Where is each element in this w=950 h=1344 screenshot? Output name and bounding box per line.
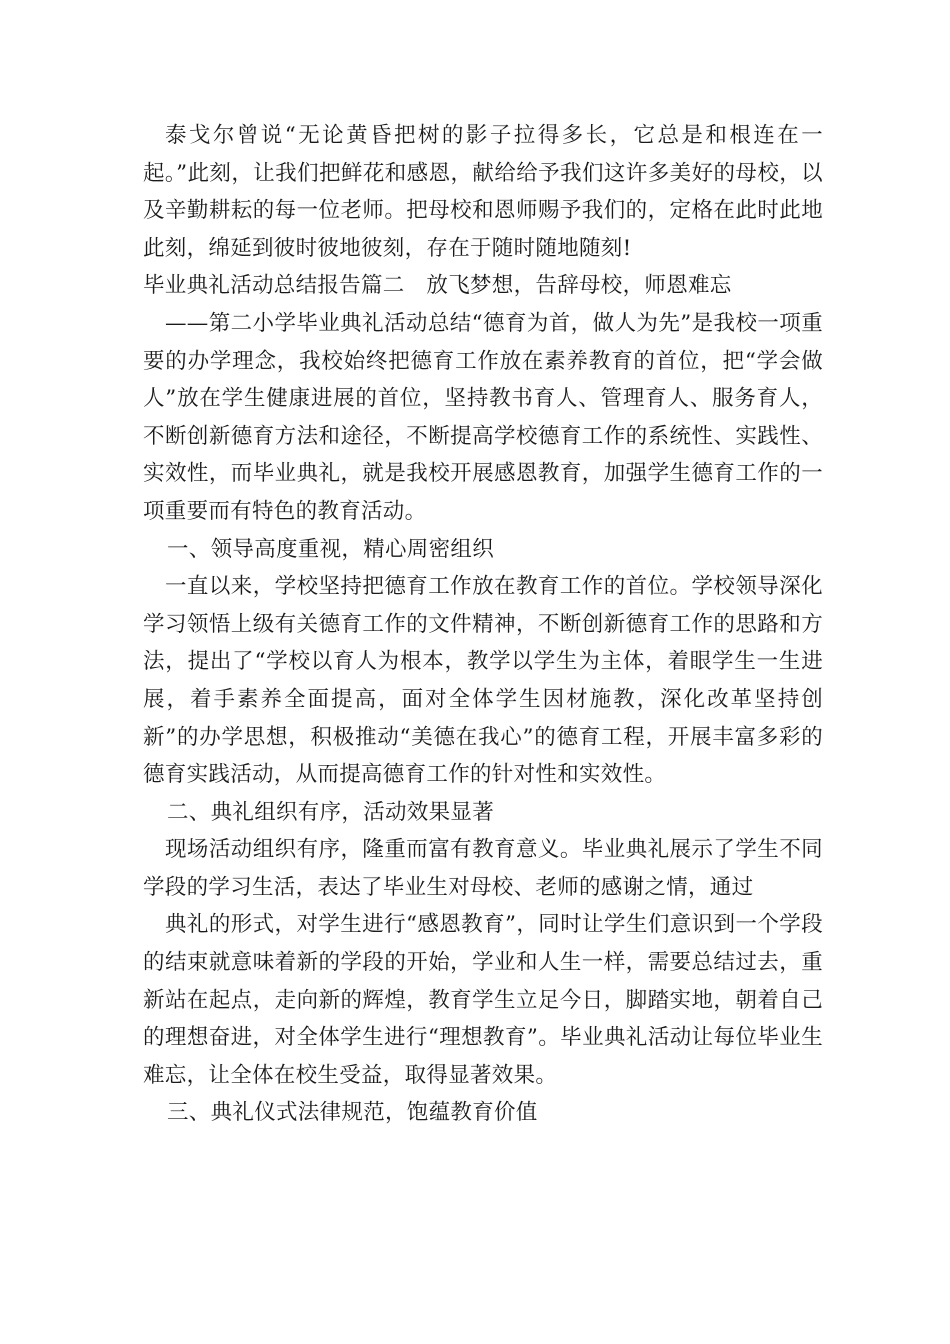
section-heading-2: 二、典礼组织有序，活动效果显著: [167, 799, 495, 825]
paragraph-tagore-quote: 泰戈尔曾说“无论黄昏把树的影子拉得多长，它总是和根连在一起。”此刻，让我们把鲜花和感恩，献给给予我们这许多美好的母校，以及辛勤耕耘的每一位老师。把母校和恩师赐予我们的，定格在此时此地此刻，绵延到彼时彼地彼刻，存在于随时随地随刻!: [143, 123, 823, 261]
section-heading-3: 三、典礼仪式法律规范，饱蕴教育价值: [167, 1100, 538, 1126]
paragraph-section-1: 一直以来，学校坚持把德育工作放在教育工作的首位。学校领导深化学习领悟上级有关德育工作的文件精神，不断创新德育工作的思路和方法，提出了“学校以育人为根本，教学以学生为主体，着眼学生一生进展，着手素养全面提高，面对全体学生因材施教，深化改革坚持创新”的办学思想，积极推动“美德在我心”的德育工程，开展丰富多彩的德育实践活动，从而提高德育工作的针对性和实效性。: [143, 574, 823, 788]
document-page: [143, 117, 823, 1132]
section-heading-1: 一、领导高度重视，精心周密组织: [167, 536, 495, 562]
paragraph-section-2a: 现场活动组织有序，隆重而富有教育意义。毕业典礼展示了学生不同学段的学习生活，表达了毕业生对母校、老师的感谢之情，通过: [143, 837, 823, 900]
paragraph-section-2b: 典礼的形式，对学生进行“感恩教育”，同时让学生们意识到一个学段的结束就意味着新的学段的开始，学业和人生一样，需要总结过去，重新站在起点，走向新的辉煌，教育学生立足今日，脚踏实地，朝着自己的理想奋进，对全体学生进行“理想教育”。毕业典礼活动让每位毕业生难忘，让全体在校生受益，取得显著效果。: [143, 912, 823, 1088]
report-title: 毕业典礼活动总结报告篇二 放飞梦想，告辞母校，师恩难忘: [143, 273, 732, 299]
paragraph-intro: ——第二小学毕业典礼活动总结“德育为首，做人为先”是我校一项重要的办学理念，我校始终把德育工作放在素养教育的首位，把“学会做人”放在学生健康进展的首位，坚持教书育人、管理育人、服务育人，不断创新德育方法和途径，不断提高学校德育工作的系统性、实践性、实效性，而毕业典礼，就是我校开展感恩教育，加强学生德育工作的一项重要而有特色的教育活动。: [143, 310, 823, 524]
